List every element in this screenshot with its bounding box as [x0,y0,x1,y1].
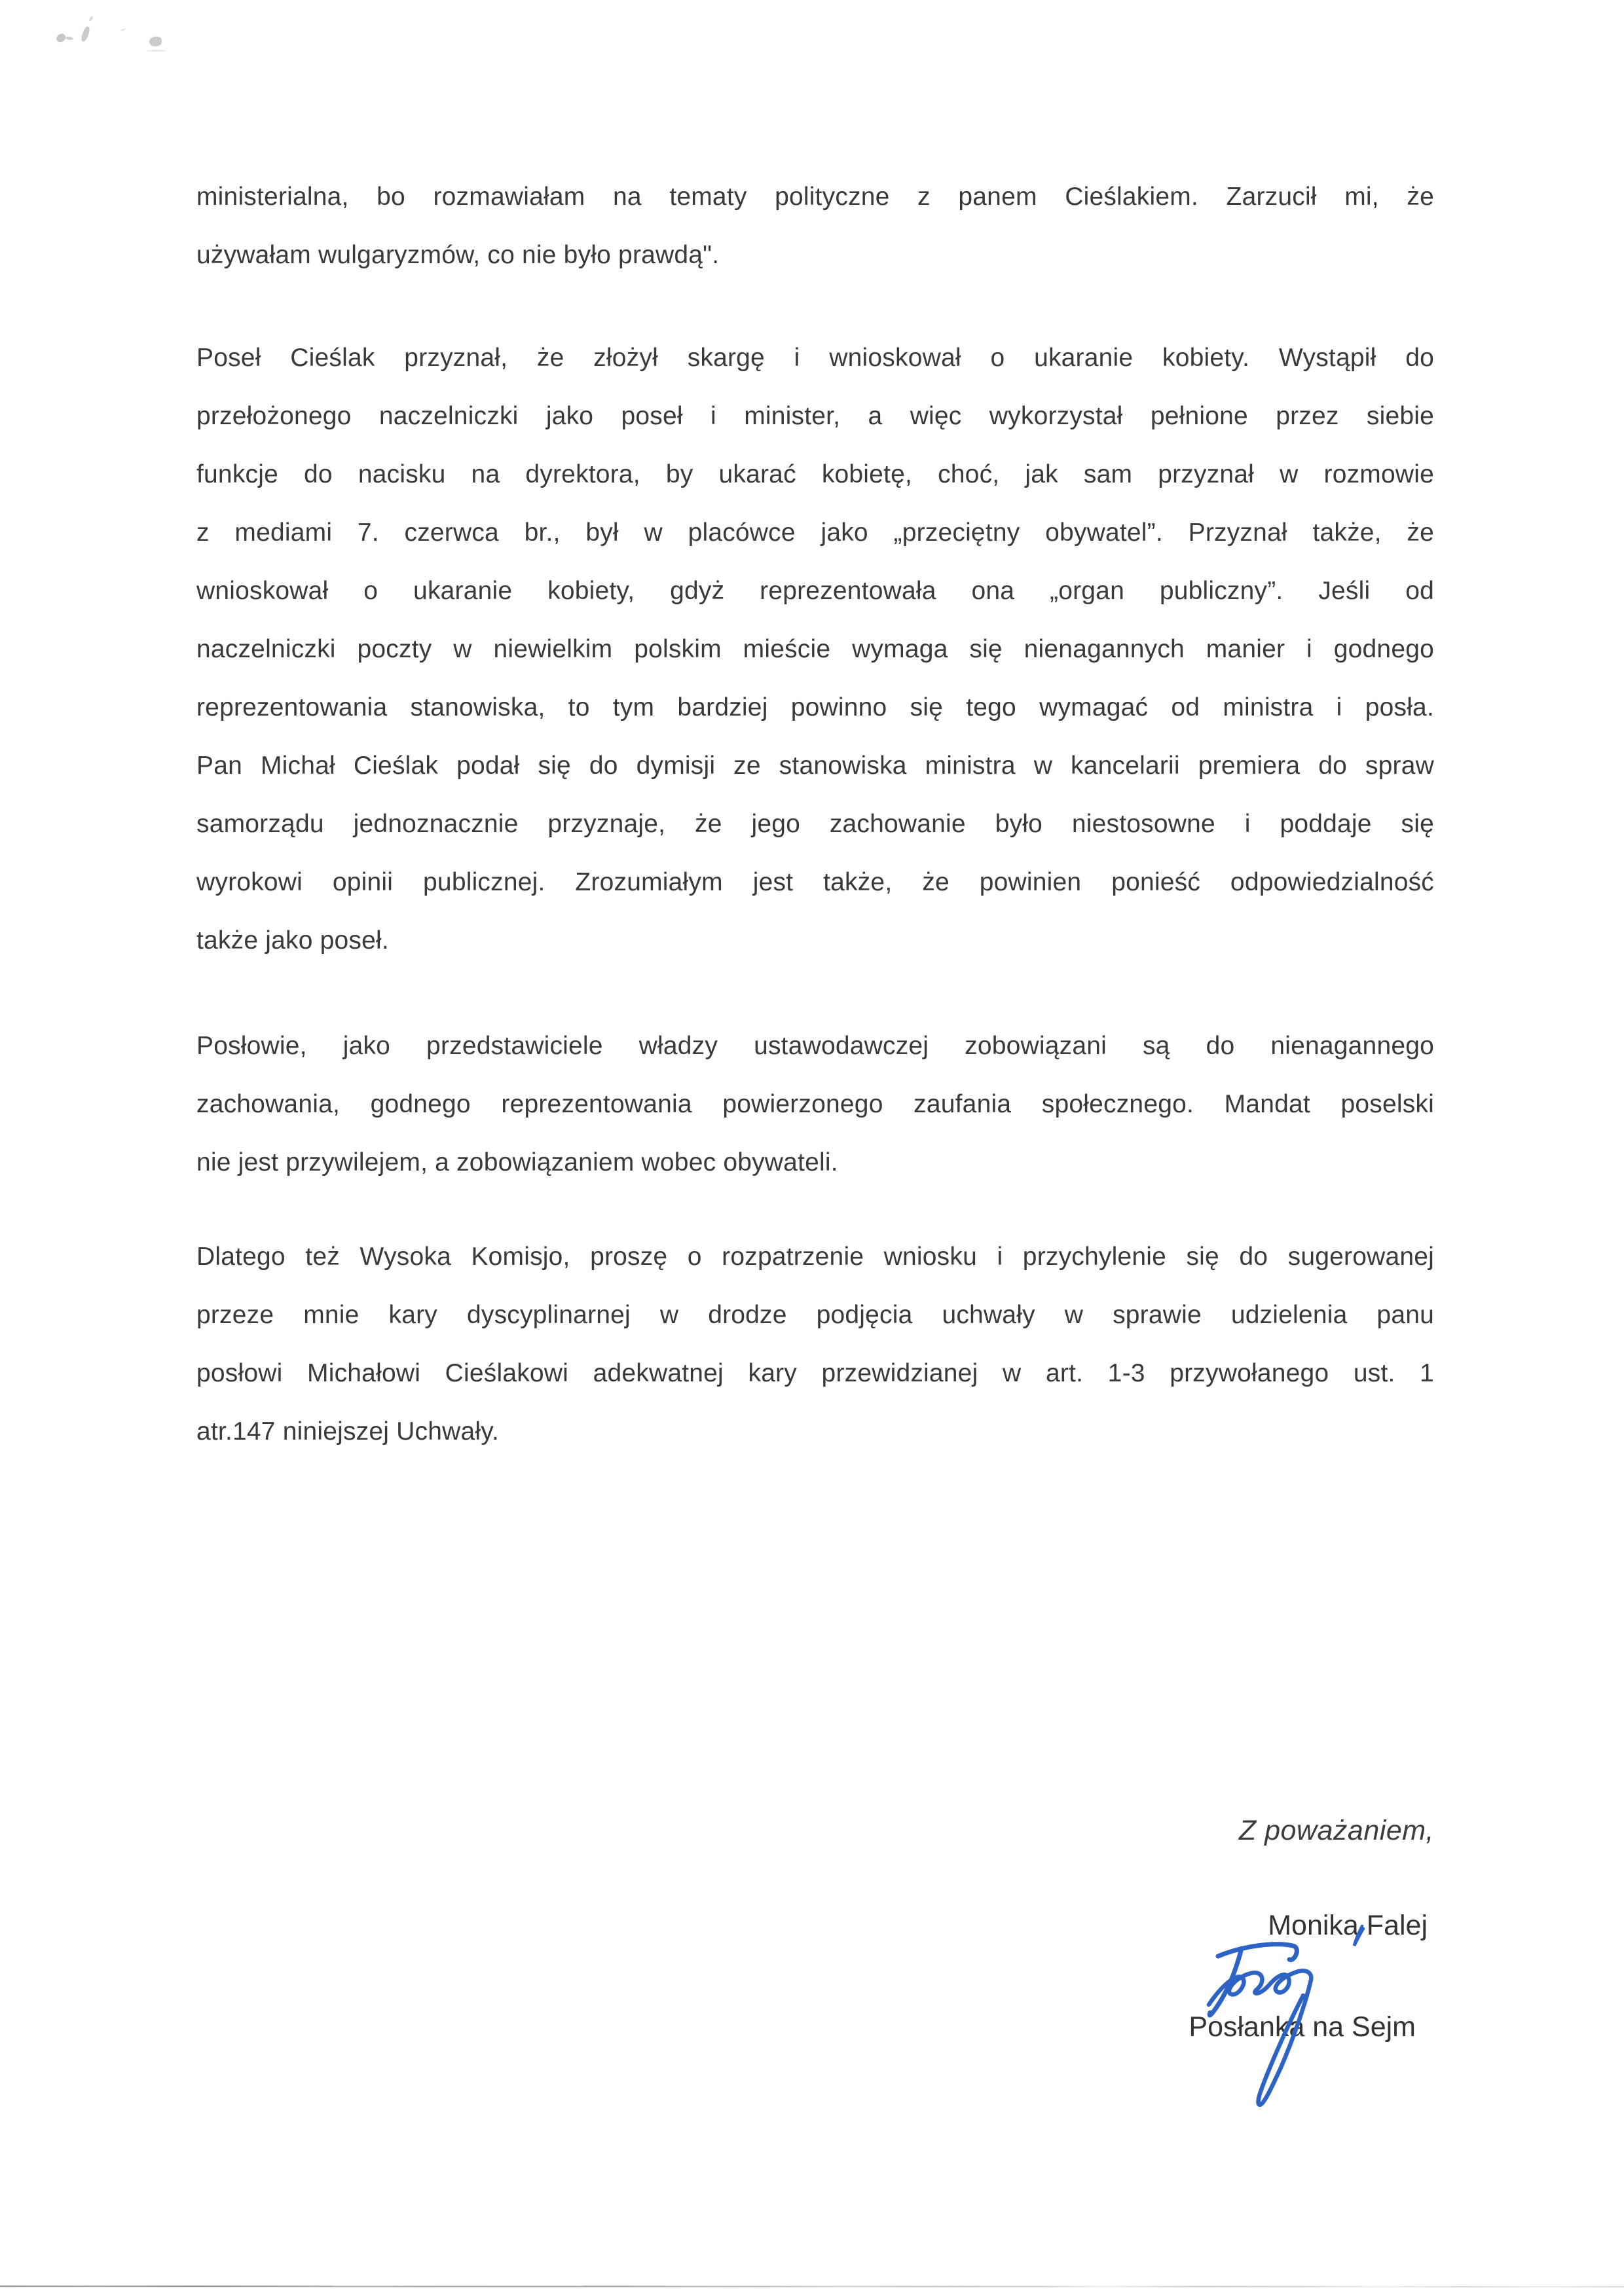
scan-smudge [149,36,162,47]
signature-scribble [1204,1939,1369,2115]
scan-smudge [56,33,66,43]
paragraph-line: wnioskował o ukaranie kobiety, gdyż reprezentowała ona „organ publiczny”. Jeśli od [196,577,1434,605]
scan-smudge [80,26,91,43]
paragraph-line: funkcje do nacisku na dyrektora, by ukarać kobietę, choć, jak sam przyznał w rozmowie [196,460,1434,488]
paragraph-line: Pan Michał Cieślak podał się do dymisji ze stanowiska ministra w kancelarii premiera do spraw [196,752,1434,780]
paragraph-line: także jako poseł. [196,926,389,955]
paragraph-line: naczelniczki poczty w niewielkim polskim mieście wymaga się nienagannych manier i godnego [196,635,1434,663]
paragraph-line: samorządu jednoznacznie przyznaje, że jego zachowanie było niestosowne i poddaje się [196,810,1434,838]
paragraph-line: przełożonego naczelniczki jako poseł i minister, a więc wykorzystał pełnione przez siebie [196,402,1434,430]
paragraph-line: posłowi Michałowi Cieślakowi adekwatnej kary przewidzianej w art. 1-3 przywołanego ust. 1 [196,1359,1434,1387]
paragraph [196,168,1434,284]
paragraph-line: atr.147 niniejszej Uchwały. [196,1417,500,1446]
closing-salutation: Z poważaniem, [1238,1815,1434,1846]
paragraph-line: przeze mnie kary dyscyplinarnej w drodze podjęcia uchwały w sprawie udzielenia panu [196,1301,1434,1329]
scan-artifact-line [0,2285,1624,2288]
paragraph-line: używałam wulgaryzmów, co nie było prawdą". [196,241,720,269]
paragraph [196,1228,1434,1461]
scan-smudge [65,36,74,41]
scan-smudge [120,28,126,32]
paragraph-line: ministerialna, bo rozmawiałam na tematy polityczne z panem Cieślakiem. Zarzucił mi, że [196,183,1434,211]
signature-path [1209,1971,1311,2005]
signer-title: Posłanka na Sejm [1189,2011,1416,2043]
paragraph-line: Poseł Cieślak przyznał, że złożył skargę i wnioskował o ukaranie kobiety. Wystąpił do [196,344,1434,372]
paragraph [196,1017,1434,1192]
paragraph-line: Posłowie, jako przedstawiciele władzy ustawodawczej zobowiązani są do nienagannego [196,1032,1434,1060]
paragraph-line: nie jest przywilejem, a zobowiązaniem wobec obywateli. [196,1148,838,1176]
paragraph-line: zachowania, godnego reprezentowania powierzonego zaufania społecznego. Mandat poselski [196,1090,1434,1118]
paragraph-line: reprezentowania stanowiska, to tym bardziej powinno się tego wymagać od ministra i posła. [196,693,1434,721]
letter-body [196,168,1434,1461]
paragraph [196,329,1434,970]
paragraph-line: Dlatego też Wysoka Komisjo, proszę o rozpatrzenie wniosku i przychylenie się do sugerowanej [196,1243,1434,1271]
paragraph-line: z mediami 7. czerwca br., był w placówce jako „przeciętny obywatel”. Przyznał także, że [196,519,1434,547]
paragraph-line: wyrokowi opinii publicznej. Zrozumiałym jest także, że powinien ponieść odpowiedzialność [196,868,1434,896]
signature-path [1259,1982,1311,2105]
scan-smudge [88,16,94,22]
signature-path [1218,1944,1297,1960]
signer-name: Monika Falej [1268,1910,1428,1941]
scan-smudge [147,50,166,52]
